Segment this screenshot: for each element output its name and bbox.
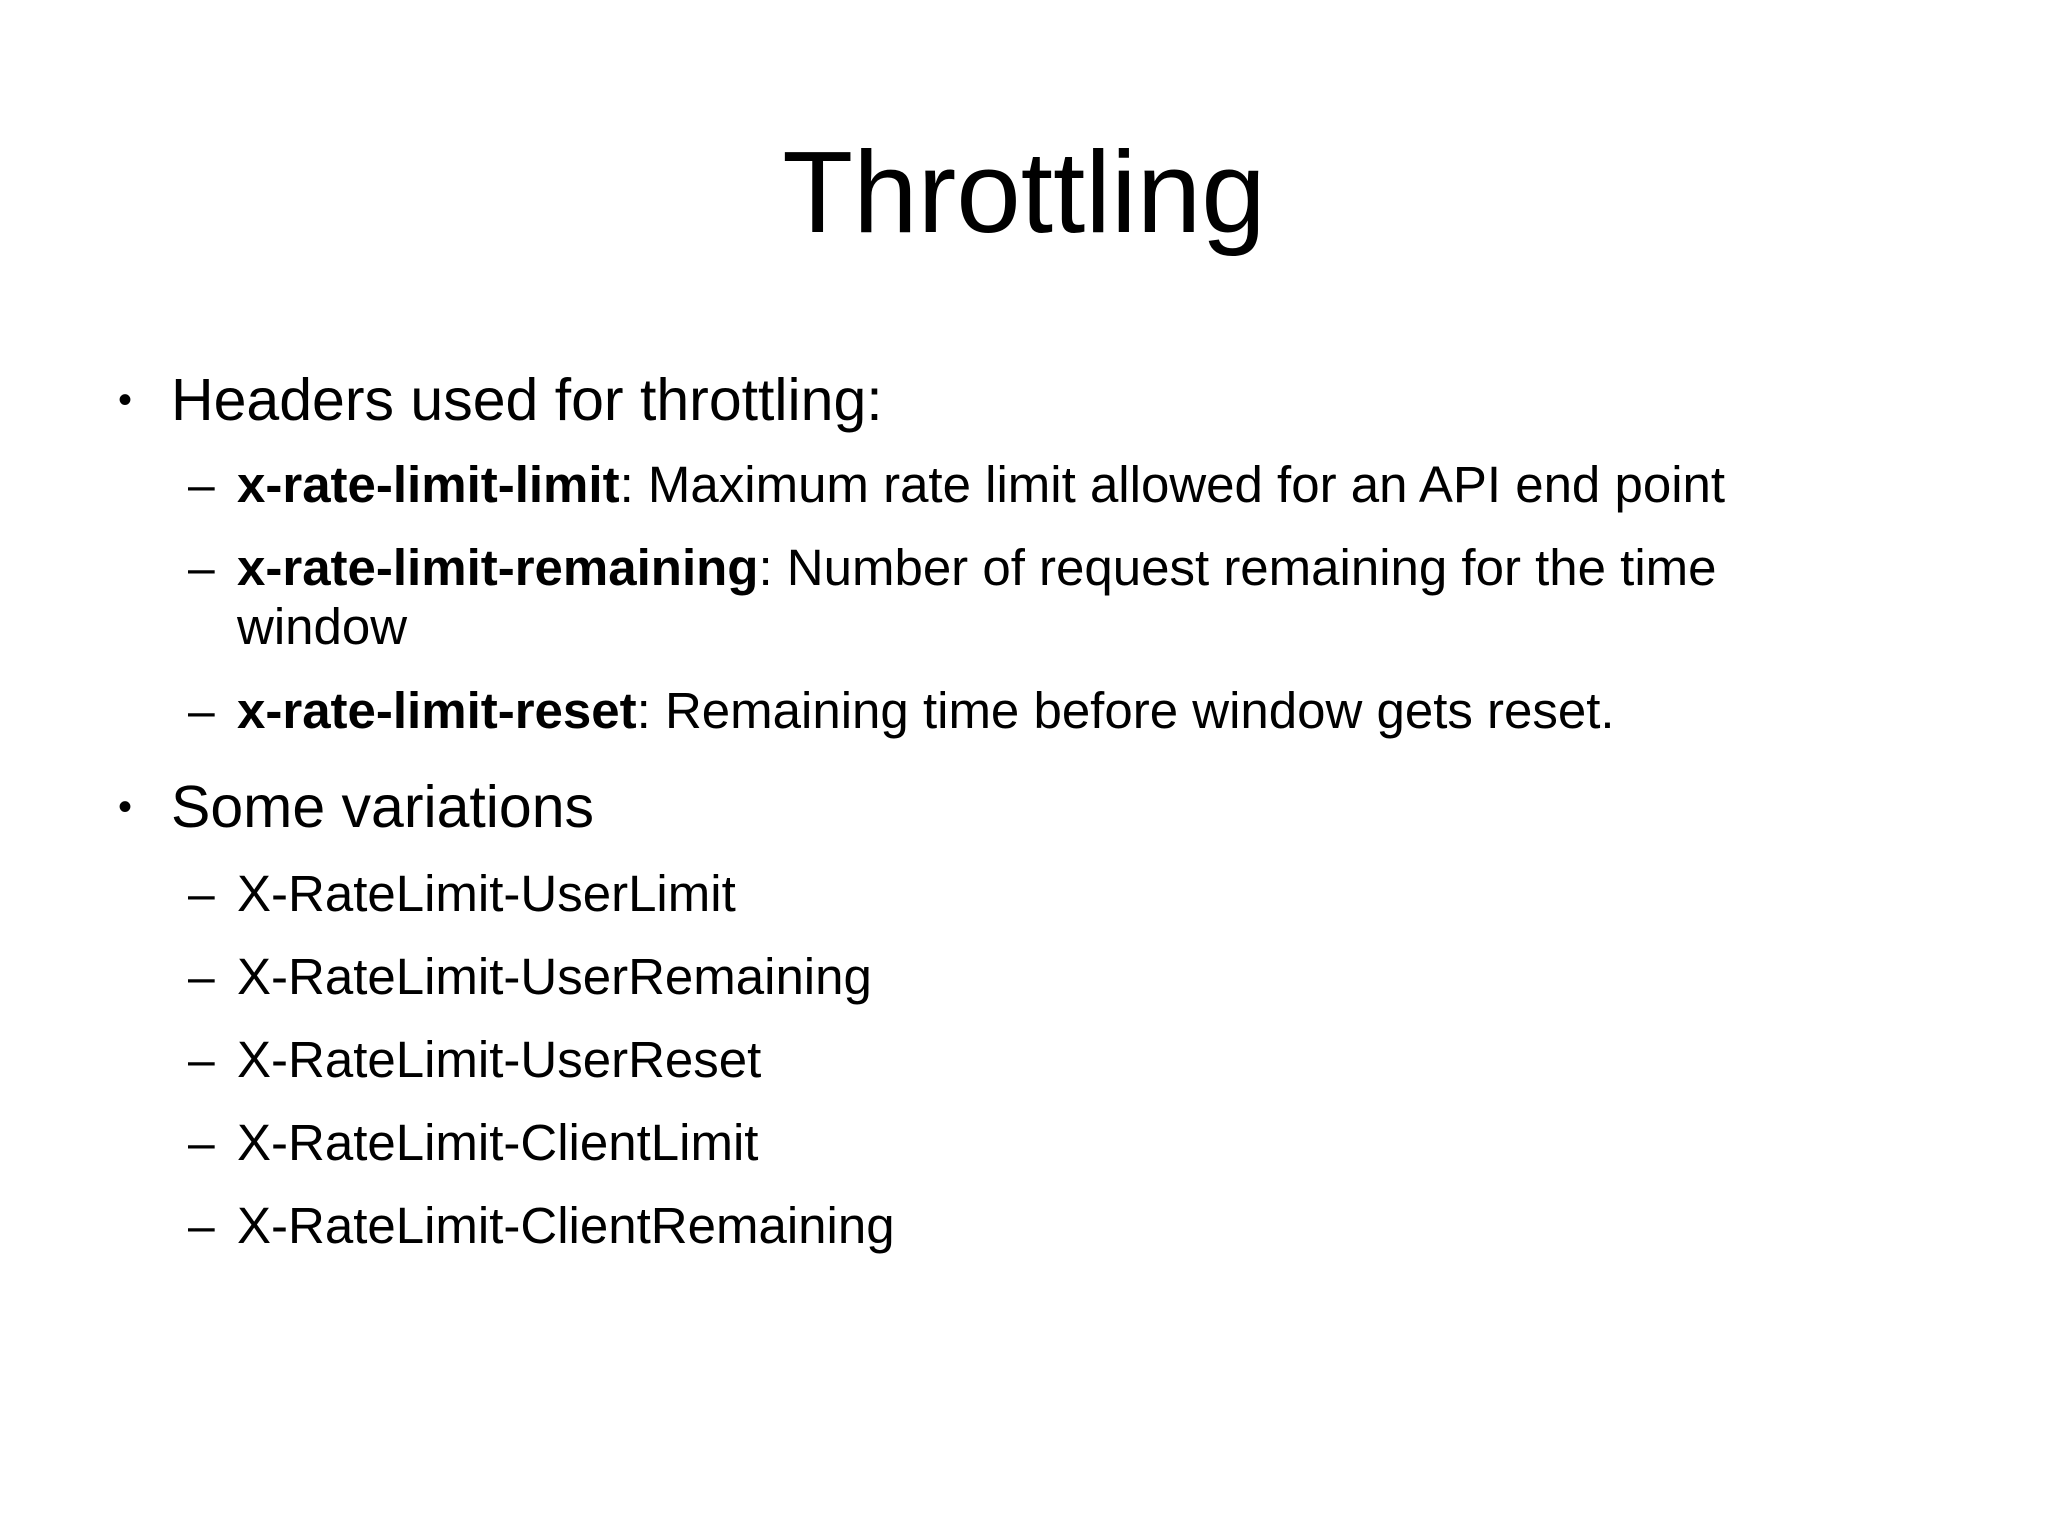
variation-name: X-RateLimit-UserRemaining bbox=[237, 948, 872, 1005]
bullet-marker: • bbox=[118, 378, 133, 422]
header-term: x-rate-limit-limit bbox=[237, 456, 620, 513]
sub-bullet-marker: – bbox=[188, 951, 215, 1004]
header-term: x-rate-limit-reset bbox=[237, 682, 637, 739]
variation-name: X-RateLimit-UserReset bbox=[237, 1031, 762, 1088]
sub-bullet-marker: – bbox=[188, 1117, 215, 1170]
sub-bullet-text bbox=[237, 538, 1877, 656]
header-description: : Remaining time before window gets reset. bbox=[636, 682, 1615, 739]
bullet-text: Some variations bbox=[171, 774, 595, 840]
sub-bullet-text bbox=[237, 455, 1877, 514]
sub-bullet-marker: – bbox=[188, 459, 215, 512]
slide-title: Throttling bbox=[782, 127, 1266, 257]
variation-name: X-RateLimit-ClientRemaining bbox=[237, 1197, 895, 1254]
header-term: x-rate-limit-remaining bbox=[237, 539, 759, 596]
header-description: : Maximum rate limit allowed for an API end point bbox=[619, 456, 1726, 513]
sub-bullet-marker: – bbox=[188, 868, 215, 921]
sub-bullet-marker: – bbox=[188, 1200, 215, 1253]
sub-bullet-marker: – bbox=[188, 685, 215, 738]
sub-bullet-text bbox=[237, 681, 1877, 740]
sub-bullet-marker: – bbox=[188, 542, 215, 595]
bullet-text: Headers used for throttling: bbox=[171, 367, 883, 433]
bullet-marker: • bbox=[118, 785, 133, 829]
variation-name: X-RateLimit-UserLimit bbox=[237, 865, 736, 922]
variation-name: X-RateLimit-ClientLimit bbox=[237, 1114, 759, 1171]
header-description: : Number of request remaining for the time window bbox=[237, 539, 1717, 655]
sub-bullet-marker: – bbox=[188, 1034, 215, 1087]
